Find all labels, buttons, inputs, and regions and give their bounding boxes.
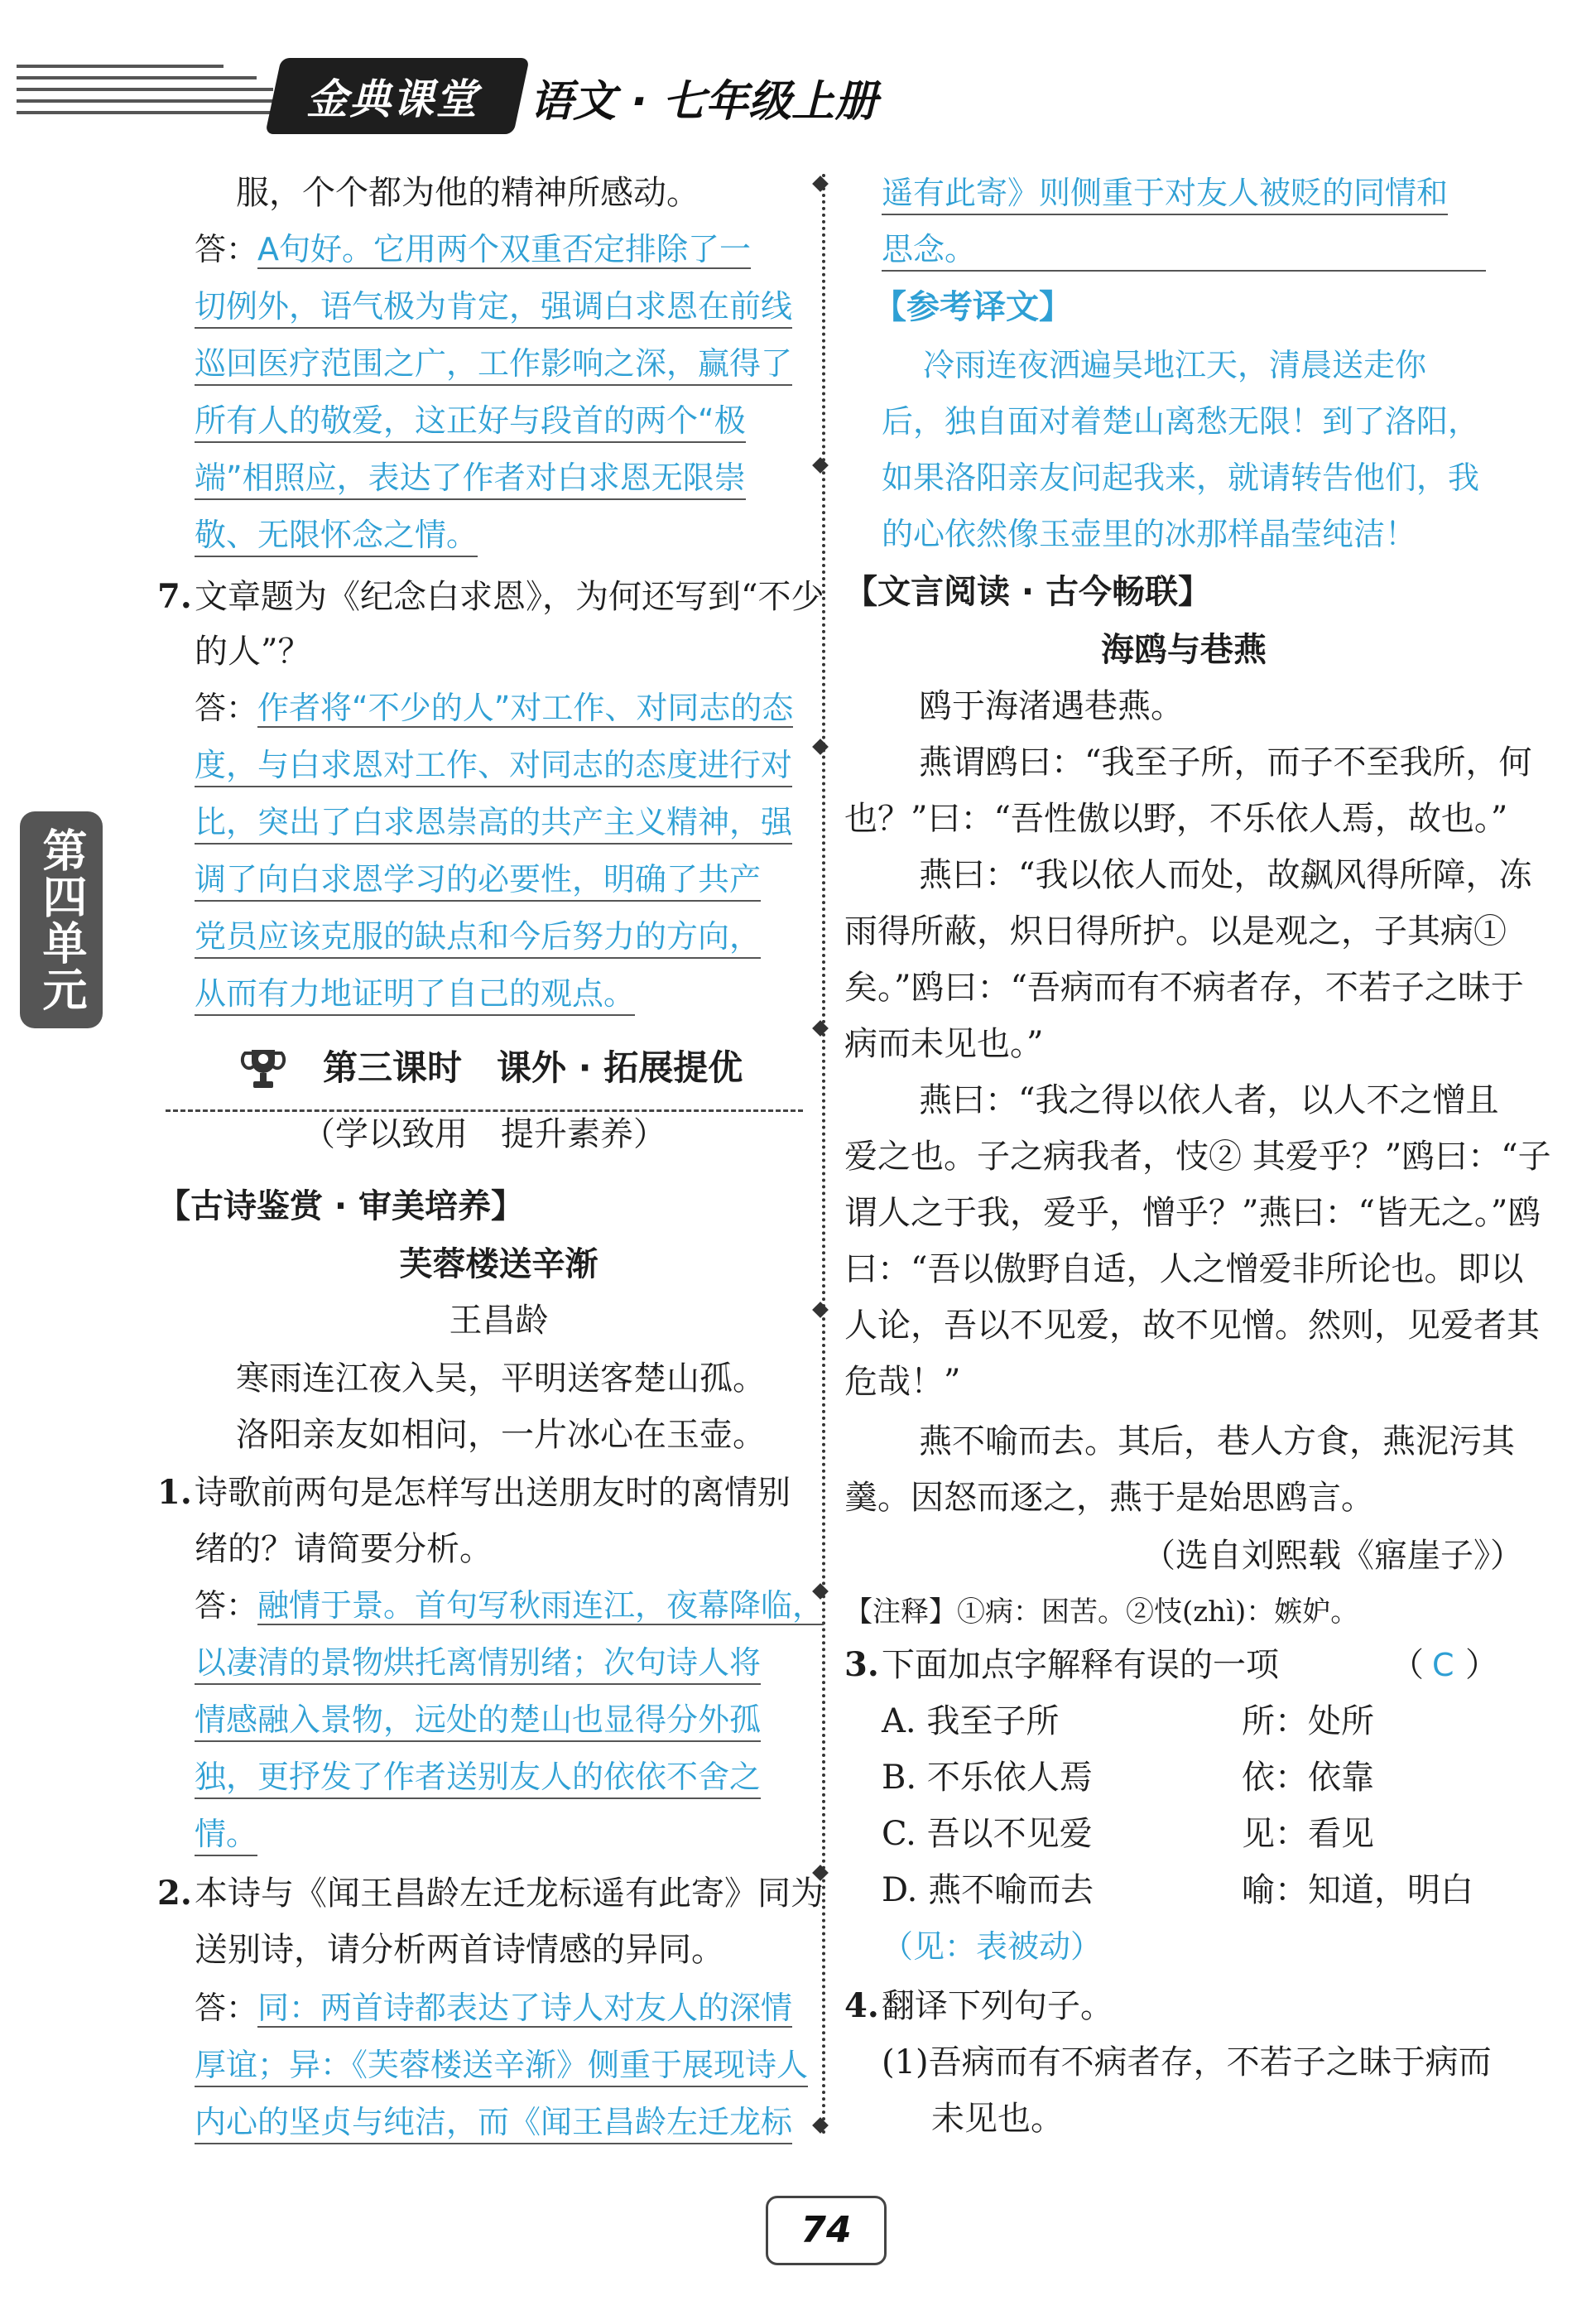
page-number-box [766,2196,887,2265]
continued-text: 服，个个都为他的精神所感动。 [236,174,699,212]
question-1-line: 绪的？请简要分析。 [195,1530,493,1568]
poem-title: 芙蓉楼送辛渐 [399,1245,598,1283]
question-number: 7. [157,577,192,616]
question-2-line: 送别诗，请分析两首诗情感的异同。 [195,1931,724,1969]
classical-text-line: 燕不喻而去。其后，巷人方食，燕泥污其 [919,1422,1515,1461]
lesson-divider [166,1109,803,1112]
answer-7-line: 从而有力地证明了自己的观点。 [195,973,635,1016]
classical-text-line: 矣。”鸥曰：“吾病而有不病者存，不若子之昧于 [844,969,1524,1007]
answer-6-line: 巡回医疗范围之广，工作影响之深，赢得了 [195,343,792,386]
notes: 【注释】①病：困苦。②忮(zhì)：嫉妒。 [844,1595,1359,1629]
classical-text-line: 爱之也。子之病我者，忮② 其爱乎？”鸥曰：“子 [844,1138,1551,1176]
unit-side-tab: 第四单元 [20,811,103,1028]
classical-text-line: 谓人之于我，爱乎，憎乎？”燕曰：“皆无之。”鸥 [844,1194,1541,1232]
reference-line: 如果洛阳亲友问起我来，就请转告他们，我 [882,460,1480,496]
answer-6-line: 所有人的敬爱，这正好与段首的两个“极 [195,400,746,443]
classical-text-line: 燕曰：“我以依人而处，故飙风得所障，冻 [919,856,1532,894]
divider-diamond [812,1302,829,1318]
classical-text-line: 羹。因怒而逐之，燕于是始思鸥言。 [844,1479,1374,1517]
answer-label: 答： [195,231,258,267]
answer-1-line: 情感融入景物，远处的楚山也显得分外孤 [195,1699,761,1742]
answer-6-line: 答：A句好。它用两个双重否定排除了一 [195,231,752,267]
text-title: 海鸥与巷燕 [1101,631,1267,669]
answer-1-line: 以凄清的景物烘托离情别绪；次句诗人将 [195,1642,761,1685]
reference-line: 的心依然像玉壶里的冰那样晶莹纯洁！ [882,516,1417,552]
answer-1-line: 独，更抒发了作者送别友人的依依不舍之 [195,1756,761,1799]
header-badge: 金典课堂 [306,75,478,123]
question-number: 4. [844,1986,879,2025]
option-explanation: 见：看见 [1242,1815,1374,1853]
question-number: 2. [157,1874,192,1913]
answer-7-line: 比，突出了白求恩崇高的共产主义精神，强 [195,801,792,845]
divider-diamond [812,1020,829,1037]
answer-2-line: 遥有此寄》则侧重于对友人被贬的同情和 [882,172,1448,215]
divider-diamond [812,739,829,755]
answer-1-line: 答：融情于景。首句写秋雨连江，夜幕降临， [195,1587,824,1624]
question-4-line: 未见也。 [931,2100,1064,2138]
answer-2-line: 思念。 [882,229,1486,272]
question-3-paren-right: ） [1465,1646,1498,1684]
option-text: B. 不乐依人焉 [882,1759,1093,1797]
question-3-text: 下面加点字解释有误的一项 [882,1646,1279,1684]
answer-7-line: 党员应该克服的缺点和今后努力的方向， [195,916,761,959]
answer-label: 答： [195,1990,258,2026]
option-explanation: 所：处所 [1242,1702,1374,1740]
reference-line: 后，独自面对着楚山离愁无限！到了洛阳， [882,403,1480,440]
question-number: 1. [157,1473,192,1512]
classical-text-line: 曰：“吾以傲野自适，人之憎爱非所论也。即以 [844,1250,1524,1288]
lesson-subtitle: （学以致用 提升素养） [302,1115,666,1153]
answer-label: 答： [195,690,258,726]
classical-text-line: 雨得所蔽，炽日得所护。以是观之，子其病① [844,912,1507,950]
page-number: 74 [800,2209,852,2251]
divider-diamond [812,457,829,474]
option-explanation: 喻：知道，明白 [1242,1871,1473,1909]
question-4-line: (1)吾病而有不病者存，不若子之昧于病而 [882,2043,1492,2081]
classical-text-line: 燕曰：“我之得以依人者，以人不之憎且 [919,1081,1499,1119]
question-3-paren-left: （ [1391,1646,1424,1684]
poem-author: 王昌龄 [449,1302,549,1340]
classical-text-line: 鸥于海渚遇巷燕。 [919,687,1184,725]
lesson-title: 第三课时 课外 · 拓展提优 [323,1047,743,1088]
header-subject: 语文 · 七年级上册 [530,77,877,127]
option-text: D. 燕不喻而去 [882,1871,1094,1909]
option-text: A. 我至子所 [882,1702,1060,1740]
answer-2-line: 厚谊；异：《芙蓉楼送辛渐》侧重于展现诗人 [195,2044,808,2087]
answer-6-line: 切例外，语气极为肯定，强调白求恩在前线 [195,286,792,329]
classical-text-line: 燕谓鸥曰：“我至子所，而子不至我所，何 [919,744,1532,782]
answer-6-line: 端”相照应，表达了作者对白求恩无限崇 [195,457,746,500]
option-text: C. 吾以不见爱 [882,1815,1093,1853]
poem-line: 寒雨连江夜入吴，平明送客楚山孤。 [236,1360,766,1398]
answer-2-line: 内心的坚贞与纯洁，而《闻王昌龄左迁龙标 [195,2101,792,2144]
option-explanation: 依：依靠 [1242,1759,1374,1797]
question-3-answer: C [1432,1647,1454,1683]
answer-6-line: 敬、无限怀念之情。 [195,514,478,557]
poem-line: 洛阳亲友如相问，一片冰心在玉壶。 [236,1416,766,1454]
divider-diamond [812,2117,829,2134]
answer-7-line: 答：作者将“不少的人”对工作、对同志的态 [195,690,794,726]
answer-1-line: 情。 [195,1813,257,1856]
classical-text-line: 危哉！” [844,1363,961,1401]
classical-text-line: 也？”曰：“吾性傲以野，不乐依人焉，故也。” [844,800,1508,838]
section-title: 【文言阅读 · 古今畅联】 [844,573,1212,611]
header-decor-lines [17,58,290,132]
question-1-line: 诗歌前两句是怎样写出送朋友时的离情别 [195,1474,791,1512]
classical-text-line: 病而未见也。” [844,1025,1044,1063]
source-citation: （选自刘熙载《寤崖子》） [1142,1537,1523,1575]
answer-7-line: 度，与白求恩对工作、对同志的态度进行对 [195,744,792,787]
question-4-text: 翻译下列句子。 [882,1987,1113,2025]
option-note: （见：表被动） [882,1928,1103,1965]
question-number: 3. [844,1645,879,1684]
question-2-line: 本诗与《闻王昌龄左迁龙标遥有此寄》同为 [195,1874,824,1913]
question-7-line: 的人”？ [195,633,311,671]
divider-diamond [812,176,829,192]
reference-line: 冷雨连夜洒遍吴地江天，清晨送走你 [923,347,1427,383]
question-7-line: 文章题为《纪念白求恩》，为何还写到“不少 [195,578,824,616]
classical-text-line: 人论，吾以不见爱，故不见憎。然则，见爱者其 [844,1307,1540,1345]
answer-label: 答： [195,1587,258,1624]
section-title: 【古诗鉴赏 · 审美培养】 [157,1187,525,1225]
answer-2-line: 答：同：两首诗都表达了诗人对友人的深情 [195,1990,793,2026]
answer-7-line: 调了向白求恩学习的必要性，明确了共产 [195,859,761,902]
trophy-icon [240,1045,286,1091]
reference-title: 【参考译文】 [873,288,1072,326]
